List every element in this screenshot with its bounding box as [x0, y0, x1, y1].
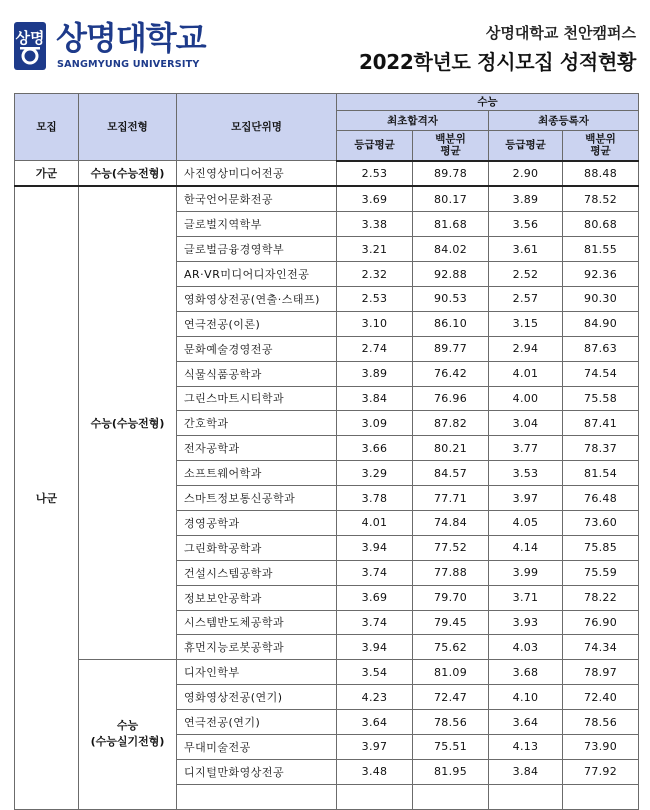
first-grade: 3.94 [337, 635, 413, 660]
col-final-grade: 등급평균 [489, 131, 563, 161]
final-grade: 3.04 [489, 411, 563, 436]
first-grade: 2.74 [337, 336, 413, 361]
unit-name: 간호학과 [177, 411, 337, 436]
final-grade: 4.10 [489, 685, 563, 710]
final-pct: 81.54 [563, 461, 639, 486]
final-pct: 78.22 [563, 585, 639, 610]
col-final-reg: 최종등록자 [489, 111, 639, 131]
first-pct: 89.77 [413, 336, 489, 361]
first-grade: 3.38 [337, 212, 413, 237]
final-grade: 3.89 [489, 186, 563, 211]
unit-name: AR·VR미디어디자인전공 [177, 262, 337, 287]
first-pct: 77.88 [413, 560, 489, 585]
first-pct: 72.47 [413, 685, 489, 710]
university-logo-icon [14, 22, 46, 70]
final-pct: 78.52 [563, 186, 639, 211]
first-grade: 3.66 [337, 436, 413, 461]
type-regular: 수능(수능전형) [79, 161, 177, 187]
col-first-grade: 등급평균 [337, 131, 413, 161]
first-grade: 3.97 [337, 734, 413, 759]
first-grade: 3.64 [337, 710, 413, 735]
type-practical-line2: (수능실기전형) [90, 735, 165, 749]
final-pct: 78.56 [563, 710, 639, 735]
final-grade: 3.61 [489, 237, 563, 262]
first-pct: 76.96 [413, 386, 489, 411]
unit-name: 영화영상전공(연출·스태프) [177, 286, 337, 311]
col-recruit: 모집 [15, 94, 79, 161]
unit-name: 영화영상전공(연기) [177, 685, 337, 710]
first-grade: 3.48 [337, 759, 413, 784]
final-grade: 3.93 [489, 610, 563, 635]
table-row [15, 186, 639, 211]
type-regular: 수능(수능전형) [79, 186, 177, 659]
unit-name: 무대미술전공 [177, 734, 337, 759]
unit-name: 소프트웨어학과 [177, 461, 337, 486]
first-pct: 76.42 [413, 361, 489, 386]
final-pct: 76.48 [563, 486, 639, 511]
type-practical-line1: 수능 [116, 719, 139, 733]
final-grade: 4.03 [489, 635, 563, 660]
admission-results-table [14, 93, 639, 810]
first-grade: 2.53 [337, 286, 413, 311]
final-pct: 84.90 [563, 311, 639, 336]
group-ga: 가군 [15, 161, 79, 187]
first-pct: 79.70 [413, 585, 489, 610]
table-body [15, 161, 639, 810]
final-pct: 87.41 [563, 411, 639, 436]
final-grade: 2.90 [489, 161, 563, 187]
final-grade: 3.71 [489, 585, 563, 610]
first-grade: 3.89 [337, 361, 413, 386]
col-final-pct: 백분위 평균 [563, 131, 639, 161]
first-pct: 78.56 [413, 710, 489, 735]
first-grade: 3.94 [337, 535, 413, 560]
col-first-pass: 최초합격자 [337, 111, 489, 131]
campus-name: 상명대학교 천안캠퍼스 [485, 24, 636, 42]
unit-name: 연극전공(이론) [177, 311, 337, 336]
first-grade: 3.54 [337, 660, 413, 685]
first-pct: 75.62 [413, 635, 489, 660]
final-grade: 4.13 [489, 734, 563, 759]
final-pct: 74.34 [563, 635, 639, 660]
final-pct: 80.68 [563, 212, 639, 237]
final-pct: 87.63 [563, 336, 639, 361]
final-pct: 90.30 [563, 286, 639, 311]
first-pct: 75.51 [413, 734, 489, 759]
final-grade: 4.01 [489, 361, 563, 386]
first-pct: 89.78 [413, 161, 489, 187]
first-grade: 3.74 [337, 560, 413, 585]
col-suneung: 수능 [337, 94, 639, 111]
unit-name: 시스템반도체공학과 [177, 610, 337, 635]
unit-name: 연극전공(연기) [177, 710, 337, 735]
logo-mark-text: 상명 [15, 29, 45, 47]
first-pct: 74.84 [413, 510, 489, 535]
final-pct: 77.92 [563, 759, 639, 784]
first-grade: 2.53 [337, 161, 413, 187]
first-grade: 3.78 [337, 486, 413, 511]
final-grade: 4.00 [489, 386, 563, 411]
final-grade: 3.84 [489, 759, 563, 784]
unit-name: 디자인학부 [177, 660, 337, 685]
final-pct: 78.97 [563, 660, 639, 685]
final-grade: 3.56 [489, 212, 563, 237]
col-unit: 모집단위명 [177, 94, 337, 161]
final-pct: 75.59 [563, 560, 639, 585]
unit-name: 사진영상미디어전공 [177, 161, 337, 187]
type-practical [79, 660, 177, 809]
final-grade: 3.97 [489, 486, 563, 511]
first-grade: 3.10 [337, 311, 413, 336]
final-grade: 2.52 [489, 262, 563, 287]
first-pct: 80.21 [413, 436, 489, 461]
first-grade: 3.84 [337, 386, 413, 411]
first-pct: 80.17 [413, 186, 489, 211]
final-grade: 3.53 [489, 461, 563, 486]
first-pct: 86.10 [413, 311, 489, 336]
first-pct: 81.95 [413, 759, 489, 784]
university-name-en: SANGMYUNG UNIVERSITY [57, 59, 200, 70]
first-grade: 4.01 [337, 510, 413, 535]
final-pct: 72.40 [563, 685, 639, 710]
unit-name: 디지털만화영상전공 [177, 759, 337, 784]
col-type: 모집전형 [79, 94, 177, 161]
first-pct: 90.53 [413, 286, 489, 311]
final-grade: 4.05 [489, 510, 563, 535]
first-pct: 81.09 [413, 660, 489, 685]
final-grade: 4.14 [489, 535, 563, 560]
group-na: 나군 [15, 186, 79, 809]
final-grade: 3.64 [489, 710, 563, 735]
page-header [0, 0, 650, 92]
unit-name: 글로벌지역학부 [177, 212, 337, 237]
final-pct: 92.36 [563, 262, 639, 287]
unit-name: 건설시스템공학과 [177, 560, 337, 585]
unit-name: 경영공학과 [177, 510, 337, 535]
logo-emblem [14, 22, 46, 70]
table-header [15, 94, 639, 161]
table-row [15, 660, 639, 685]
first-grade: 3.09 [337, 411, 413, 436]
unit-name: 그린화학공학과 [177, 535, 337, 560]
first-grade: 3.29 [337, 461, 413, 486]
final-grade: 3.15 [489, 311, 563, 336]
first-grade: 3.69 [337, 585, 413, 610]
unit-name: 식물식품공학과 [177, 361, 337, 386]
final-pct: 73.90 [563, 734, 639, 759]
first-pct: 77.71 [413, 486, 489, 511]
unit-name: 정보보안공학과 [177, 585, 337, 610]
first-pct: 79.45 [413, 610, 489, 635]
university-name-kr: 상명대학교 [56, 19, 206, 57]
col-first-pct: 백분위 평균 [413, 131, 489, 161]
final-grade: 3.77 [489, 436, 563, 461]
unit-name: 글로벌금융경영학부 [177, 237, 337, 262]
first-pct: 84.02 [413, 237, 489, 262]
first-pct: 84.57 [413, 461, 489, 486]
unit-name: 휴먼지능로봇공학과 [177, 635, 337, 660]
unit-name: 문화예술경영전공 [177, 336, 337, 361]
final-grade: 2.94 [489, 336, 563, 361]
first-pct: 92.88 [413, 262, 489, 287]
first-grade: 3.69 [337, 186, 413, 211]
final-grade: 3.68 [489, 660, 563, 685]
final-pct: 78.37 [563, 436, 639, 461]
first-grade: 3.21 [337, 237, 413, 262]
unit-name: 그린스마트시티학과 [177, 386, 337, 411]
first-grade: 2.32 [337, 262, 413, 287]
first-pct: 87.82 [413, 411, 489, 436]
final-pct: 81.55 [563, 237, 639, 262]
final-pct: 75.58 [563, 386, 639, 411]
final-pct: 76.90 [563, 610, 639, 635]
unit-name: 전자공학과 [177, 436, 337, 461]
final-pct: 75.85 [563, 535, 639, 560]
first-grade: 4.23 [337, 685, 413, 710]
final-grade: 2.57 [489, 286, 563, 311]
final-pct: 74.54 [563, 361, 639, 386]
final-pct: 73.60 [563, 510, 639, 535]
page-title: 2022학년도 정시모집 성적현황 [358, 50, 636, 74]
first-grade: 3.74 [337, 610, 413, 635]
first-pct: 81.68 [413, 212, 489, 237]
unit-name: 스마트정보통신공학과 [177, 486, 337, 511]
final-pct: 88.48 [563, 161, 639, 187]
table-row [15, 161, 639, 187]
final-grade: 3.99 [489, 560, 563, 585]
unit-name: 한국언어문화전공 [177, 186, 337, 211]
first-pct: 77.52 [413, 535, 489, 560]
